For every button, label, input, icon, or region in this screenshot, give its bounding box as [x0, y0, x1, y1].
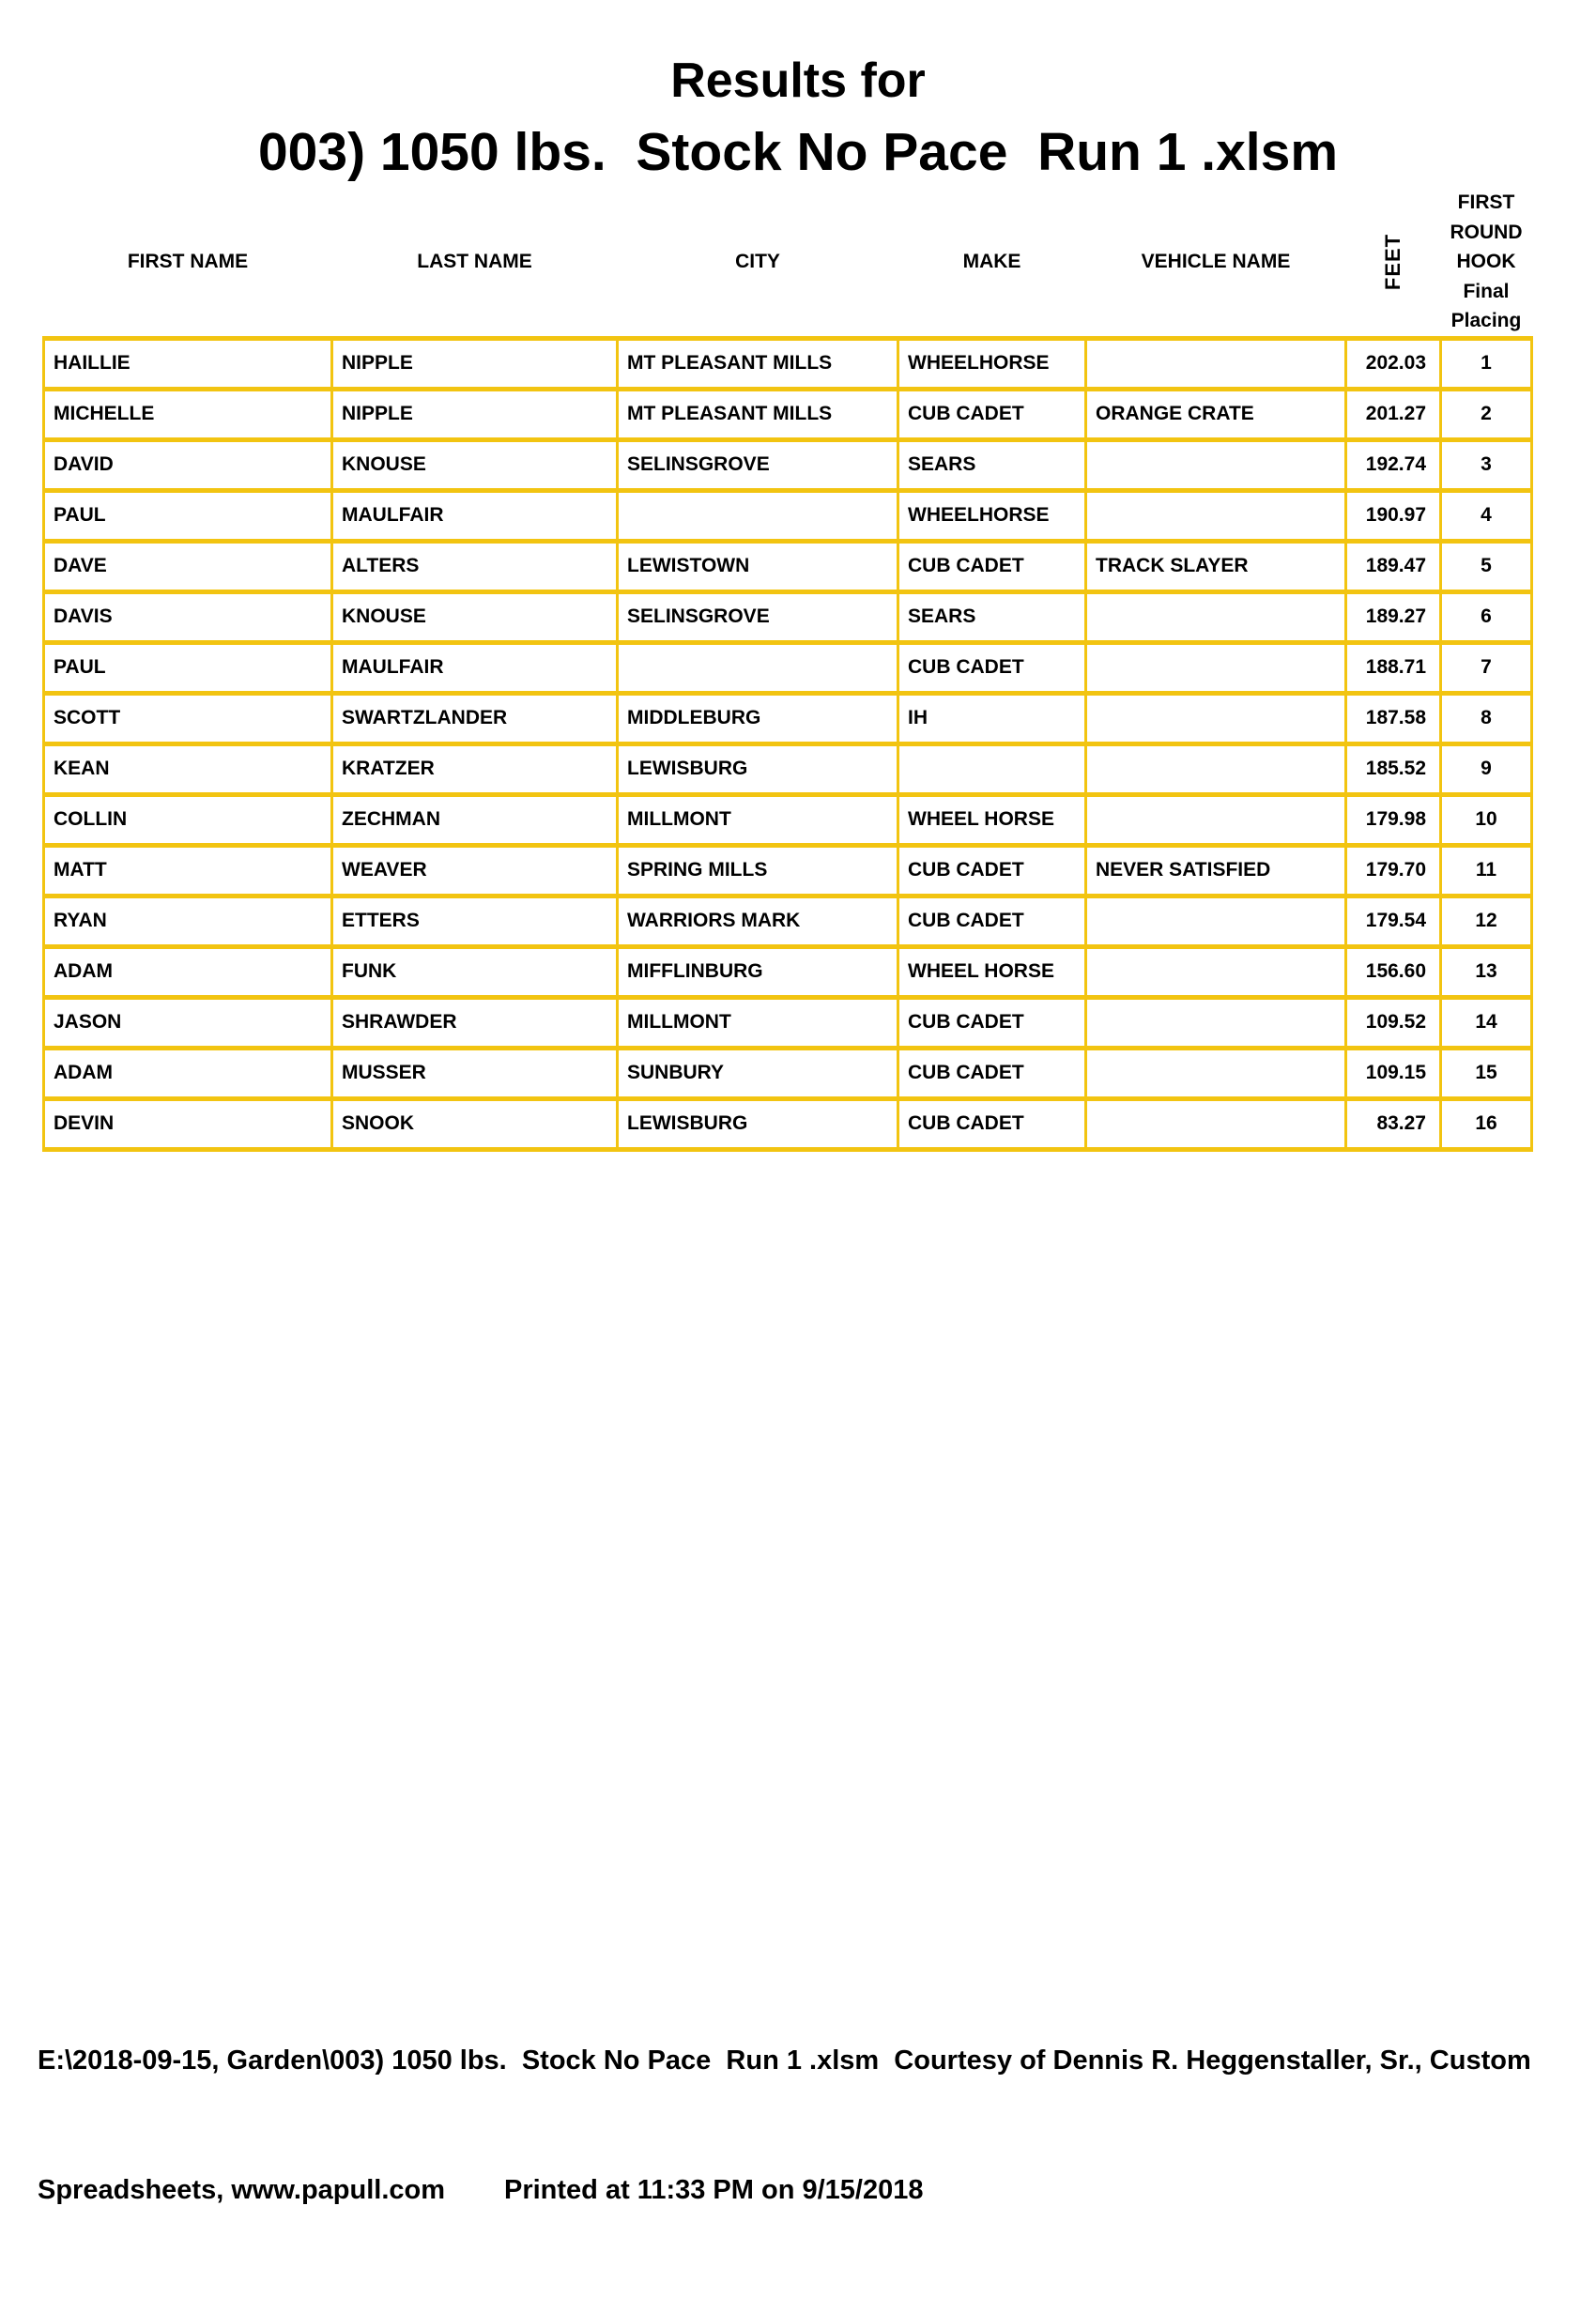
cell-make: IH [898, 693, 1086, 743]
footer-line2 [38, 2168, 1558, 2212]
footer-file-path: E:\2018-09-15, Garden\003) 1050 lbs. Stock No Pace Run 1 .xlsm Courtesy of Dennis R. Heggenstaller, Sr., Custom [38, 2045, 1531, 2076]
table-row [44, 591, 1532, 642]
table-row [44, 439, 1532, 490]
cell-city: LEWISTOWN [618, 541, 898, 591]
cell-feet: 109.52 [1346, 997, 1441, 1048]
header-hook-line3: Final Placing [1450, 280, 1522, 331]
cell-feet: 189.47 [1346, 541, 1441, 591]
cell-last-name: FUNK [332, 946, 618, 997]
cell-city: WARRIORS MARK [618, 896, 898, 946]
cell-city: SPRING MILLS [618, 845, 898, 896]
table-row [44, 541, 1532, 591]
header-row [44, 188, 1532, 338]
header-first-name: FIRST NAME [127, 250, 249, 272]
cell-final-placing: 4 [1441, 490, 1532, 541]
cell-last-name: NIPPLE [332, 389, 618, 439]
cell-feet: 185.52 [1346, 743, 1441, 794]
cell-make: CUB CADET [898, 389, 1086, 439]
table-row [44, 693, 1532, 743]
page-footer [38, 1953, 1558, 2298]
page-title [0, 54, 1596, 182]
cell-vehicle-name [1086, 338, 1346, 389]
header-feet [1346, 188, 1441, 338]
cell-final-placing: 8 [1441, 693, 1532, 743]
cell-feet: 179.54 [1346, 896, 1441, 946]
cell-first-name: SCOTT [44, 693, 332, 743]
cell-last-name: SHRAWDER [332, 997, 618, 1048]
cell-vehicle-name [1086, 946, 1346, 997]
cell-last-name: MUSSER [332, 1048, 618, 1098]
table-row [44, 794, 1532, 845]
cell-feet: 192.74 [1346, 439, 1441, 490]
cell-city: MILLMONT [618, 997, 898, 1048]
table-row [44, 1098, 1532, 1149]
cell-last-name: MAULFAIR [332, 642, 618, 693]
cell-city: MILLMONT [618, 794, 898, 845]
cell-final-placing: 11 [1441, 845, 1532, 896]
header-final-placing [1441, 188, 1532, 338]
cell-make: CUB CADET [898, 541, 1086, 591]
cell-city: LEWISBURG [618, 1098, 898, 1149]
footer-spreadsheets: Spreadsheets, www.papull.com [38, 2175, 446, 2205]
cell-vehicle-name [1086, 490, 1346, 541]
cell-first-name: DAVID [44, 439, 332, 490]
page-title-line2: 003) 1050 lbs. Stock No Pace Run 1 .xlsm [257, 122, 1339, 183]
cell-make: CUB CADET [898, 896, 1086, 946]
table-row [44, 642, 1532, 693]
cell-last-name: ALTERS [332, 541, 618, 591]
cell-first-name: PAUL [44, 642, 332, 693]
cell-vehicle-name [1086, 1098, 1346, 1149]
cell-first-name: DEVIN [44, 1098, 332, 1149]
table-row [44, 1048, 1532, 1098]
cell-vehicle-name [1086, 591, 1346, 642]
cell-feet: 156.60 [1346, 946, 1441, 997]
cell-feet: 190.97 [1346, 490, 1441, 541]
cell-first-name: MATT [44, 845, 332, 896]
cell-make: CUB CADET [898, 1098, 1086, 1149]
cell-feet: 179.70 [1346, 845, 1441, 896]
cell-vehicle-name [1086, 439, 1346, 490]
cell-last-name: MAULFAIR [332, 490, 618, 541]
results-table-body [44, 338, 1532, 1149]
cell-make [898, 743, 1086, 794]
table-row [44, 896, 1532, 946]
header-city: CITY [735, 250, 780, 272]
cell-last-name: ETTERS [332, 896, 618, 946]
table-row [44, 946, 1532, 997]
cell-final-placing: 12 [1441, 896, 1532, 946]
cell-final-placing: 1 [1441, 338, 1532, 389]
cell-feet: 109.15 [1346, 1048, 1441, 1098]
cell-vehicle-name [1086, 997, 1346, 1048]
table-row [44, 338, 1532, 389]
cell-vehicle-name [1086, 1048, 1346, 1098]
cell-city [618, 642, 898, 693]
cell-last-name: SNOOK [332, 1098, 618, 1149]
cell-city [618, 490, 898, 541]
cell-vehicle-name [1086, 693, 1346, 743]
cell-first-name: MICHELLE [44, 389, 332, 439]
cell-vehicle-name [1086, 642, 1346, 693]
cell-first-name: COLLIN [44, 794, 332, 845]
header-hook-line1: FIRST ROUND [1450, 192, 1523, 243]
cell-first-name: KEAN [44, 743, 332, 794]
cell-city: MIDDLEBURG [618, 693, 898, 743]
results-table [42, 188, 1533, 1152]
cell-first-name: JASON [44, 997, 332, 1048]
cell-final-placing: 6 [1441, 591, 1532, 642]
table-row [44, 845, 1532, 896]
cell-vehicle-name: NEVER SATISFIED [1086, 845, 1346, 896]
cell-first-name: DAVIS [44, 591, 332, 642]
cell-make: WHEELHORSE [898, 490, 1086, 541]
cell-city: MIFFLINBURG [618, 946, 898, 997]
cell-city: MT PLEASANT MILLS [618, 389, 898, 439]
cell-make: CUB CADET [898, 1048, 1086, 1098]
header-feet-label: FEET [1380, 233, 1404, 290]
cell-feet: 188.71 [1346, 642, 1441, 693]
cell-first-name: HAILLIE [44, 338, 332, 389]
cell-city: SELINSGROVE [618, 439, 898, 490]
cell-final-placing: 10 [1441, 794, 1532, 845]
cell-feet: 201.27 [1346, 389, 1441, 439]
cell-make: CUB CADET [898, 997, 1086, 1048]
cell-feet: 189.27 [1346, 591, 1441, 642]
cell-make: WHEEL HORSE [898, 946, 1086, 997]
table-row [44, 743, 1532, 794]
cell-vehicle-name [1086, 896, 1346, 946]
cell-make: SEARS [898, 439, 1086, 490]
footer-printed-at: Printed at 11:33 PM on 9/15/2018 [504, 2175, 924, 2205]
cell-last-name: KRATZER [332, 743, 618, 794]
cell-final-placing: 3 [1441, 439, 1532, 490]
cell-city: SUNBURY [618, 1048, 898, 1098]
cell-final-placing: 15 [1441, 1048, 1532, 1098]
cell-city: MT PLEASANT MILLS [618, 338, 898, 389]
page-title-line1: Results for [670, 54, 926, 108]
cell-make: CUB CADET [898, 642, 1086, 693]
cell-final-placing: 14 [1441, 997, 1532, 1048]
cell-first-name: ADAM [44, 946, 332, 997]
cell-make: SEARS [898, 591, 1086, 642]
cell-first-name: DAVE [44, 541, 332, 591]
cell-final-placing: 5 [1441, 541, 1532, 591]
cell-vehicle-name: TRACK SLAYER [1086, 541, 1346, 591]
cell-last-name: WEAVER [332, 845, 618, 896]
cell-last-name: KNOUSE [332, 439, 618, 490]
cell-final-placing: 16 [1441, 1098, 1532, 1149]
cell-feet: 202.03 [1346, 338, 1441, 389]
header-vehicle-name: VEHICLE NAME [1141, 250, 1291, 272]
cell-make: WHEEL HORSE [898, 794, 1086, 845]
cell-last-name: KNOUSE [332, 591, 618, 642]
table-row [44, 490, 1532, 541]
cell-last-name: SWARTZLANDER [332, 693, 618, 743]
cell-last-name: NIPPLE [332, 338, 618, 389]
cell-vehicle-name [1086, 794, 1346, 845]
cell-feet: 83.27 [1346, 1098, 1441, 1149]
cell-final-placing: 7 [1441, 642, 1532, 693]
cell-last-name: ZECHMAN [332, 794, 618, 845]
table-row [44, 389, 1532, 439]
cell-vehicle-name: ORANGE CRATE [1086, 389, 1346, 439]
cell-first-name: RYAN [44, 896, 332, 946]
cell-feet: 187.58 [1346, 693, 1441, 743]
cell-feet: 179.98 [1346, 794, 1441, 845]
header-make: MAKE [962, 250, 1021, 272]
cell-vehicle-name [1086, 743, 1346, 794]
cell-final-placing: 2 [1441, 389, 1532, 439]
table-row [44, 997, 1532, 1048]
cell-make: WHEELHORSE [898, 338, 1086, 389]
cell-first-name: PAUL [44, 490, 332, 541]
header-last-name: LAST NAME [417, 250, 532, 272]
cell-city: SELINSGROVE [618, 591, 898, 642]
cell-city: LEWISBURG [618, 743, 898, 794]
header-hook-line2: HOOK [1456, 251, 1516, 272]
cell-make: CUB CADET [898, 845, 1086, 896]
cell-final-placing: 13 [1441, 946, 1532, 997]
cell-final-placing: 9 [1441, 743, 1532, 794]
cell-first-name: ADAM [44, 1048, 332, 1098]
results-table-header [44, 188, 1532, 338]
